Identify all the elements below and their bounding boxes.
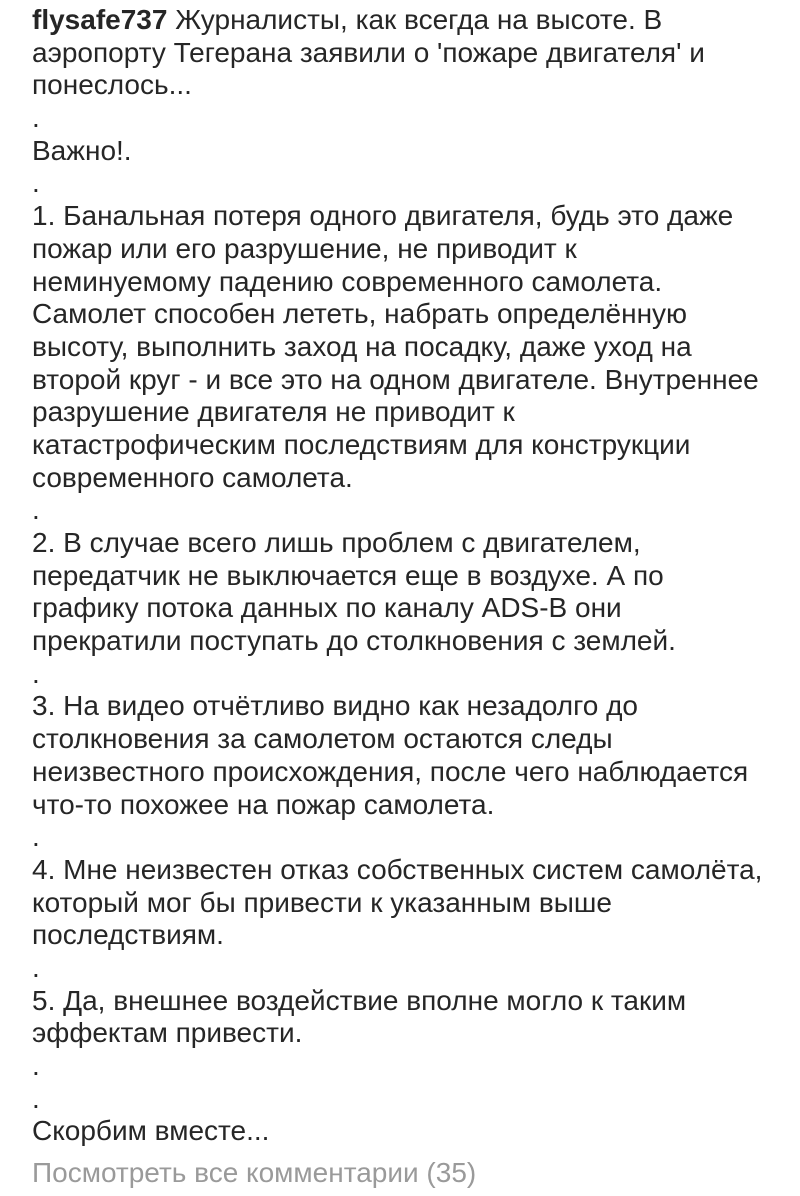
caption-line: последствиям. bbox=[32, 919, 224, 951]
separator-dot: . bbox=[32, 1050, 40, 1081]
caption-point-1 bbox=[32, 200, 800, 494]
separator-dot: . bbox=[32, 102, 40, 134]
caption-line: разрушение двигателя не приводит к bbox=[32, 396, 515, 428]
caption-line: прекратили поступать до столкновения с землей. bbox=[32, 625, 676, 657]
separator-dot: . bbox=[32, 951, 40, 983]
caption-line: что-то похожее на пожар самолета. bbox=[32, 788, 495, 820]
caption-line: графику потока данных по каналу ADS-B они bbox=[32, 592, 622, 624]
caption-point-4 bbox=[32, 854, 800, 952]
important-heading: Важно!. bbox=[32, 134, 132, 166]
caption-line: 4. Мне неизвестен отказ собственных систем самолёта, bbox=[32, 853, 763, 885]
separator-dot: . bbox=[32, 494, 40, 526]
separator-dot: . bbox=[32, 167, 40, 199]
caption-line: Самолет способен лететь, набрать определённую bbox=[32, 298, 688, 330]
caption-point-2 bbox=[32, 527, 800, 658]
caption-line: современного самолета. bbox=[32, 461, 353, 493]
caption-point-3 bbox=[32, 690, 800, 821]
caption-line: 2. В случае всего лишь проблем с двигателем, bbox=[32, 527, 641, 558]
caption-line: 1. Банальная потеря одного двигателя, будь это даже bbox=[32, 200, 734, 232]
caption-line: катастрофическим последствиям для конструкции bbox=[32, 428, 691, 460]
caption-line: пожар или его разрушение, не приводит к bbox=[32, 232, 577, 264]
caption-closing: Скорбим вместе... bbox=[32, 1115, 270, 1147]
username-link[interactable]: flysafe737 bbox=[32, 4, 168, 35]
caption-line: второй круг - и все это на одном двигателе. Внутреннее bbox=[32, 363, 759, 395]
caption-line: 3. На видео отчётливо видно как незадолго до bbox=[32, 690, 638, 722]
separator-dot: . bbox=[32, 1082, 40, 1114]
view-all-comments-link[interactable]: Посмотреть все комментарии (35) bbox=[32, 1157, 477, 1189]
separator-dot: . bbox=[32, 657, 40, 689]
caption-line: эффектам привести. bbox=[32, 1017, 303, 1049]
caption-intro-line: понеслось... bbox=[32, 69, 192, 101]
caption-intro-line: аэропорту Тегерана заявили о 'пожаре двигателя' и bbox=[32, 36, 705, 68]
caption-intro-text: Журналисты, как всегда на высоте. В bbox=[175, 4, 663, 35]
separator-dot: . bbox=[32, 821, 40, 853]
caption-line: неизвестного происхождения, после чего наблюдается bbox=[32, 755, 749, 787]
caption-line: который мог бы привести к указанным выше bbox=[32, 886, 612, 918]
caption-line: передатчик не выключается еще в воздухе. А по bbox=[32, 559, 664, 591]
caption-point-5 bbox=[32, 985, 800, 1050]
caption-line: 5. Да, внешнее воздействие вполне могло к таким bbox=[32, 984, 687, 1016]
caption-intro-line bbox=[32, 4, 800, 37]
caption-line: столкновения за самолетом остаются следы bbox=[32, 723, 613, 755]
caption-line: высоту, выполнить заход на посадку, даже уход на bbox=[32, 330, 692, 362]
caption-line: неминуемому падению современного самолета. bbox=[32, 265, 663, 297]
